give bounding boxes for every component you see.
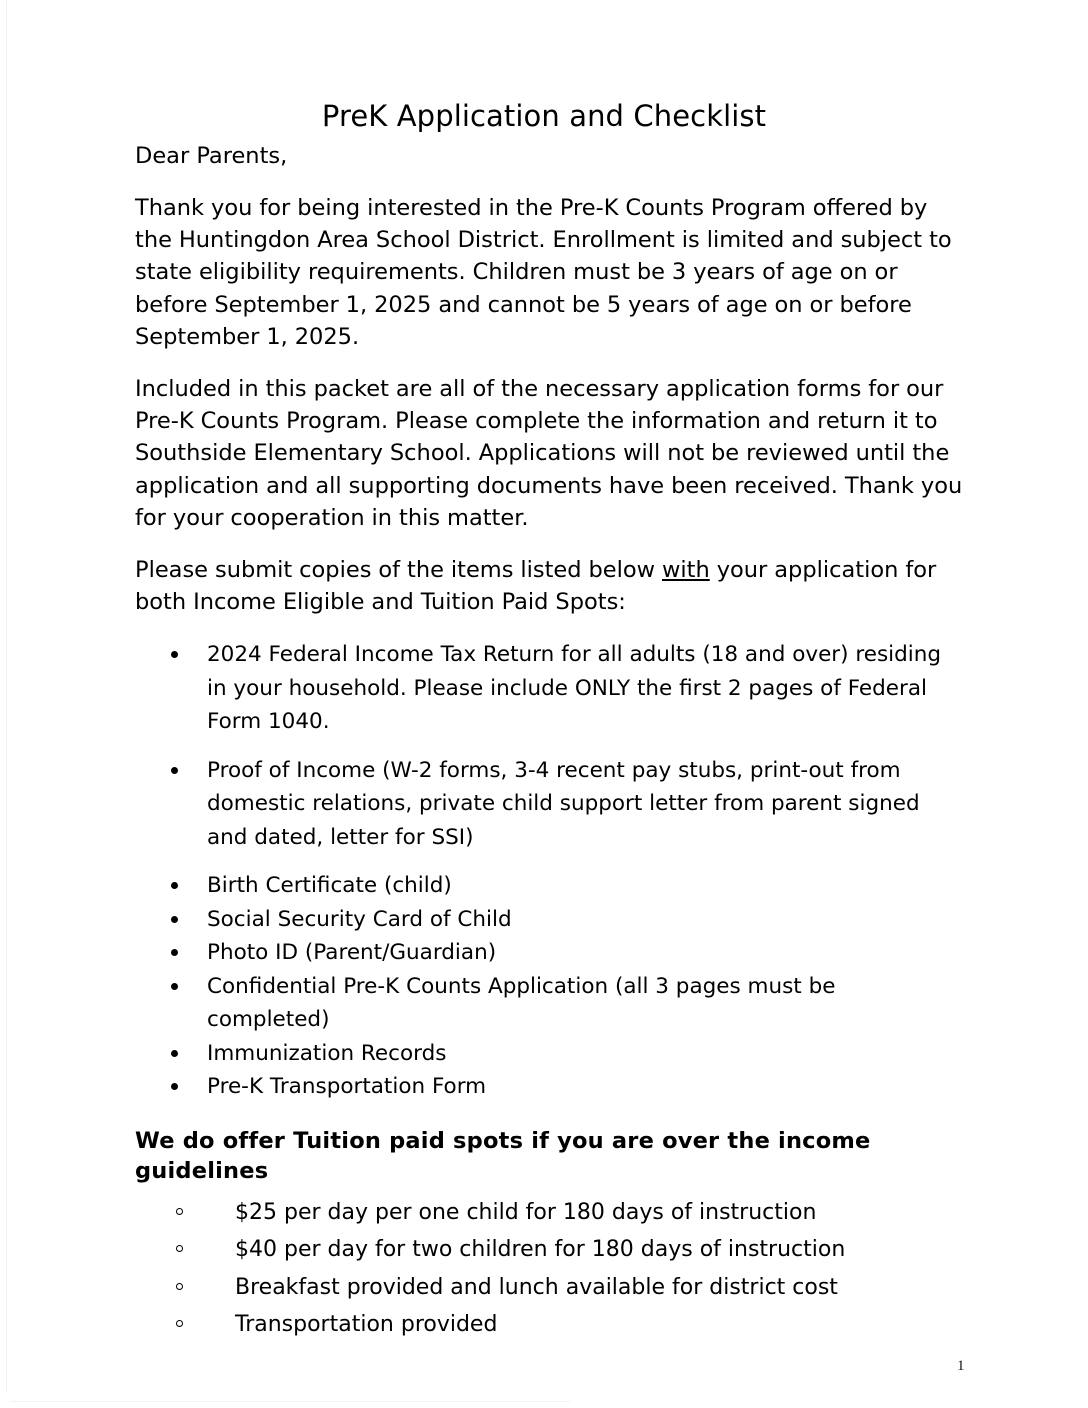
list-item-label: Proof of Income (W-2 forms, 3-4 recent pay stubs, print-out from domestic relations, private child support letter from parent signed and dated, letter for SSI): [207, 757, 920, 850]
list-item-label: Pre-K Transportation Form: [207, 1074, 487, 1100]
salutation: Dear Parents,: [135, 143, 288, 169]
list-item: [135, 1269, 963, 1307]
list-item: [135, 754, 963, 855]
letter-body: [135, 140, 963, 1344]
list-item-label: Social Security Card of Child: [207, 906, 512, 932]
bullet-disc-icon: [171, 767, 178, 774]
list-item-label: Immunization Records: [207, 1040, 447, 1066]
list-item-label: Breakfast provided and lunch available for district cost: [235, 1274, 838, 1300]
scan-artifact-bottom-line: [10, 1401, 570, 1402]
list-item: [135, 1231, 963, 1269]
tuition-details-list: [135, 1194, 963, 1344]
list-item: [135, 1306, 963, 1344]
list-item: [135, 936, 963, 970]
list-item-label: Photo ID (Parent/Guardian): [207, 940, 497, 966]
list-item: [135, 1037, 963, 1071]
page-number: 1: [957, 1358, 965, 1374]
paragraph-submit-copies: [135, 554, 963, 618]
scan-artifact-left-line: [6, 0, 7, 1392]
required-documents-list: [135, 638, 963, 1104]
list-item: [135, 970, 963, 1037]
bullet-disc-icon: [171, 983, 178, 990]
list-item: [135, 869, 963, 903]
paragraph-program-eligibility: Thank you for being interested in the Pre-K Counts Program offered by the Huntingdon Area School District. Enrollment is limited and subject to state eligibility requirements. Children must be 3 years of age on or before September 1, 2025 and cannot be 5 years of age on or before September 1, 2025.: [135, 195, 952, 350]
submit-copies-emphasis: with: [662, 557, 710, 584]
bullet-circle-icon: [176, 1283, 183, 1290]
bullet-disc-icon: [171, 949, 178, 956]
list-item-label: $25 per day per one child for 180 days of instruction: [235, 1199, 817, 1225]
list-item-label: 2024 Federal Income Tax Return for all adults (18 and over) residing in your household. Please include ONLY the first 2 pages of Federal Form 1040.: [207, 642, 942, 735]
list-item-label: $40 per day for two children for 180 days of instruction: [235, 1237, 846, 1263]
bullet-disc-icon: [171, 882, 178, 889]
paragraph-packet-instructions: Included in this packet are all of the necessary application forms for our Pre-K Counts Program. Please complete the information and return it to Southside Elementary School. Applications will not be reviewed until the application and all supporting documents have been received. Thank you for your cooperation in this matter.: [135, 376, 963, 531]
page-title: PreK Application and Checklist: [321, 99, 767, 134]
list-item: [135, 638, 963, 739]
list-item-label: Confidential Pre-K Counts Application (all 3 pages must be completed): [207, 973, 836, 1033]
list-item-label: Transportation provided: [235, 1312, 498, 1338]
list-item: [135, 1070, 963, 1104]
bullet-circle-icon: [176, 1208, 183, 1215]
bullet-disc-icon: [171, 651, 178, 658]
list-item: [135, 903, 963, 937]
bullet-circle-icon: [176, 1320, 183, 1327]
bullet-disc-icon: [171, 1083, 178, 1090]
bullet-disc-icon: [171, 916, 178, 923]
submit-copies-text-end: your application for both Income Eligible and Tuition Paid Spots:: [135, 557, 937, 616]
list-item-label: Birth Certificate (child): [207, 873, 452, 899]
list-item: [135, 1194, 963, 1232]
bullet-disc-icon: [171, 1050, 178, 1057]
submit-copies-text-start: Please submit copies of the items listed below: [135, 557, 663, 584]
tuition-spots-heading: We do offer Tuition paid spots if you are over the income guidelines: [135, 1127, 871, 1184]
bullet-circle-icon: [176, 1245, 183, 1252]
